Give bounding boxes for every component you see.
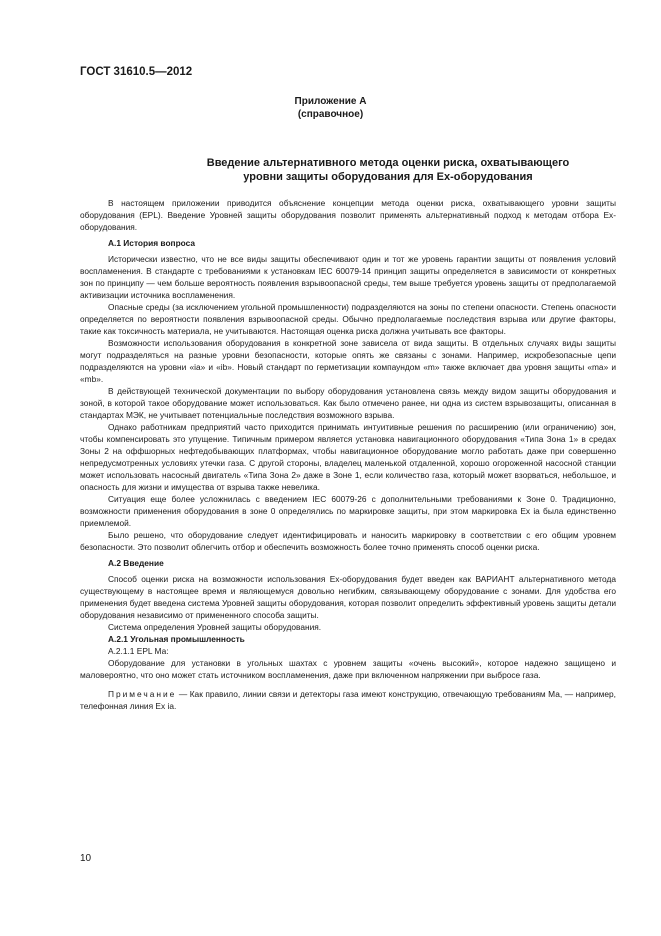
paragraph: Система определения Уровней защиты оборудования. [108,622,322,632]
paragraph: В действующей технической документации по выбору оборудования установлена связь между видом защиты оборудования и зоной, в которой такое оборудование может использоваться. Как было отмечено ранее, ни одна из систем взрывозащиты, описанная в стандартах МЭК, не учитывает потенциальные последствия возможного взрыва. [80,386,616,420]
document-body [80,197,616,712]
document-title-line-1: Введение альтернативного метода оценки риска, охватывающего [206,157,570,169]
paragraph: Возможности использования оборудования в конкретной зоне зависела от вида защиты. В отдельных случаях виды защиты могут подразделяться на разные уровни безопасности, которые опять же связаны с зонами. Например, искробезопасные цепи подразделяются на уровни «ia» и «ib». Новый стандарт по герметизации компаундом «m» также включает два уровня защиты «ma» и «mb». [80,338,616,384]
paragraph: Ситуация еще более усложнилась с введением IEC 60079-26 с дополнительными требованиями к Зоне 0. Традиционно, возможности применения оборудования в зоне 0 определялись по маркировке защиты, при этом маркировка Ex ia была единственно приемлемой. [80,494,616,528]
note-paragraph [80,688,616,712]
paragraph: Опасные среды (за исключением угольной промышленности) подразделяются на зоны по степени опасности. Степень опасности определяется по вероятности появления взрывоопасной среды. Обычно предполагаемые последствия взрыва или другие факторы, такие как токсичность материала, не учитываются. Настоящая оценка риска должна учитывать все факторы. [80,302,616,336]
annex-type: (справочное) [297,109,364,120]
standard-header: ГОСТ 31610.5—2012 [80,66,193,78]
document-title [80,156,661,184]
subsection-heading: А.2.1 Угольная промышленность [108,634,245,644]
annex-title: Приложение А [294,96,367,107]
intro-paragraph: В настоящем приложении приводится объяснение концепции метода оценки риска, охватывающего уровни защиты оборудования (EPL). Введение Уровней защиты оборудования позволит применять альтернативный подход к методам отбора Ex-оборудования. [80,198,616,232]
paragraph: Было решено, что оборудование следует идентифицировать и наносить маркировку в соответствии с его общим уровнем безопасности. Это позволит облегчить отбор и обеспечить возможность более точно применять способ оценки риска. [80,530,616,552]
paragraph: Способ оценки риска на возможности использования Ex-оборудования будет введен как ВАРИАНТ альтернативного метода существующему в настоящее время и являющемуся довольно негибким, связывающему оборудование с зонами. Для удобства его применения будет введена система Уровней защиты оборудования, которая позволит определить эффективный уровень защиты детали оборудования независимо от примененного способа защиты. [80,574,616,620]
document-title-line-2: уровни защиты оборудования для Ex-оборудования [243,171,533,183]
paragraph: Оборудование для установки в угольных шахтах с уровнем защиты «очень высокий», которое надежно защищено и маловероятно, что оно может стать источником воспламенения, даже при включенном напряжении при выбросе газа. [80,658,616,680]
sub-subsection-heading: А.2.1.1 EPL Ма: [108,646,169,656]
note-label: Примечание [108,689,177,699]
section-heading-a1: А.1 История вопроса [108,238,196,248]
page-number: 10 [80,853,92,864]
section-heading-a2: А.2 Введение [108,558,164,568]
note-text: — Как правило, линии связи и детекторы газа имеют конструкцию, отвечающую требованиям Ма, — например, телефонная линия Ex ia. [80,689,616,711]
paragraph: Исторически известно, что не все виды защиты обеспечивают один и тот же уровень гарантии защиты от появления условий воспламенения. В стандарте с требованиями к установкам IEC 60079-14 принцип защиты определяется в зависимости от конкретных зон по принципу — чем больше вероятность появления взрывоопасной среды, тем выше требуется уровень защиты от предполагаемой активизации источника воспламенения. [80,254,616,300]
paragraph: Однако работникам предприятий часто приходится принимать интуитивные решения по расширению (или ограничению) зон, чтобы компенсировать это упущение. Типичным примером является установка навигационного оборудования «Типа Зона 1» в средах Зоны 2 на оффшорных нефтедобывающих платформах, чтобы навигационное оборудование могло работать даже при совершенно непредусмотренных условиях утечки газа. С другой стороны, владелец маленькой отдаленной, хорошо огороженной насосной станции может использовать насосный двигатель «Типа Зона 2» даже в Зоне 1, если количество газа, который может взорваться, небольшое, и опасность для жизни и имущества от взрыва также невелика. [80,422,616,492]
